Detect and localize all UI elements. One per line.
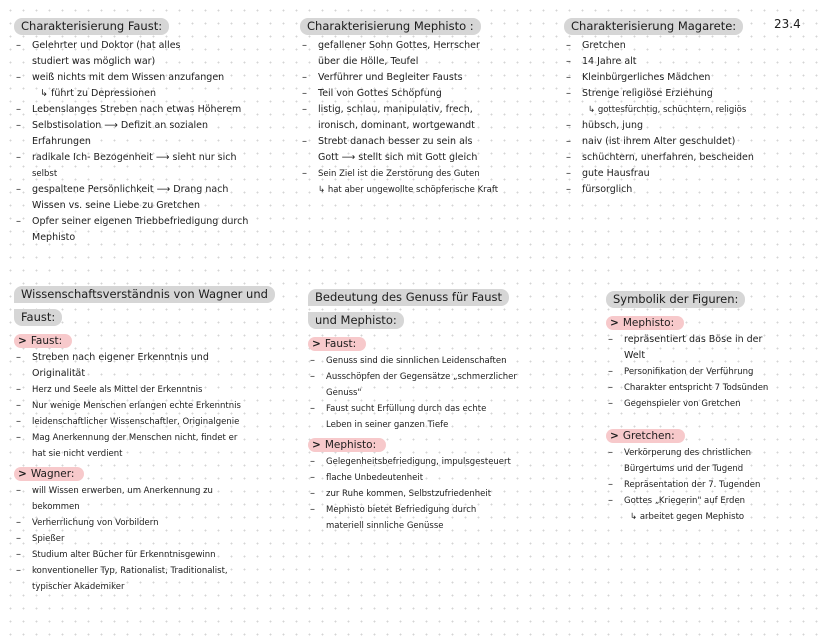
- list-item: – Strebt danach besser zu sein als: [300, 134, 550, 150]
- subheading-mephisto: > Mephisto:: [606, 316, 684, 330]
- list-item: – Sein Ziel ist die Zerstörung des Guten: [300, 166, 550, 182]
- list-item: – Gretchen: [564, 38, 814, 54]
- bullet-list: [14, 38, 279, 246]
- list-item: Gott ⟶ stellt sich mit Gott gleich: [318, 152, 478, 163]
- list-item: typischer Akademiker: [32, 582, 125, 592]
- list-item: – schüchtern, unerfahren, bescheiden: [564, 150, 814, 166]
- card-title-line1: Bedeutung des Genuss für Faust: [315, 290, 503, 304]
- list-item: – repräsentiert das Böse in der: [606, 332, 824, 348]
- list-item: – Studium alter Bücher für Erkenntnisgewinn: [14, 547, 299, 563]
- list-item: über die Hölle, Teufel: [318, 56, 419, 67]
- list-item: – Gelehrter und Doktor (hat alles: [14, 38, 279, 54]
- card-symbolism-of-characters: [606, 288, 824, 525]
- list-item: – Verherrlichung von Vorbildern: [14, 515, 299, 531]
- list-item: – Herz und Seele als Mittel der Erkenntnis: [14, 382, 299, 398]
- list-item: materiell sinnliche Genüsse: [326, 521, 444, 531]
- bullet-list: [606, 445, 824, 525]
- list-item: – Ausschöpfen der Gegensätze „schmerzlicher: [308, 369, 570, 385]
- list-item: bekommen: [32, 502, 80, 512]
- list-item: – zur Ruhe kommen, Selbstzufriedenheit: [308, 486, 570, 502]
- subheading-label: Mephisto:: [622, 317, 675, 329]
- list-item: – Personifikation der Verführung: [606, 364, 824, 380]
- list-item: – Streben nach eigener Erkenntnis und: [14, 350, 299, 366]
- card-science-understanding: [14, 283, 299, 595]
- list-item: – gefallener Sohn Gottes, Herrscher: [300, 38, 550, 54]
- bullet-list: [606, 332, 824, 412]
- list-item: Bürgertums und der Tugend: [624, 464, 744, 474]
- subheading-mephisto: > Mephisto:: [308, 438, 386, 452]
- list-item: selbst: [32, 169, 58, 179]
- bullet-list: [14, 483, 299, 595]
- list-item: ↳ hat aber ungewollte schöpferische Kraft: [318, 185, 499, 195]
- list-item: – Lebenslanges Streben nach etwas Höherem: [14, 102, 279, 118]
- list-item: – flache Unbedeutenheit: [308, 470, 570, 486]
- card-faust-characterization: [14, 15, 279, 246]
- list-item: – weiß nichts mit dem Wissen anzufangen: [14, 70, 279, 86]
- list-item: – Charakter entspricht 7 Todsünden: [606, 380, 824, 396]
- card-margarete-characterization: [564, 15, 814, 198]
- list-item: ↳ gottesfürchtig, schüchtern, religiös: [588, 105, 747, 115]
- card-title: Charakterisierung Faust:: [14, 18, 169, 35]
- list-item: – Opfer seiner eigenen Triebbefriedigung durch: [14, 214, 279, 230]
- card-title: Charakterisierung Magarete:: [564, 18, 743, 35]
- list-item: Wissen vs. seine Liebe zu Gretchen: [32, 200, 200, 211]
- subheading-wagner: > Wagner:: [14, 467, 84, 481]
- list-item: – gespaltene Persönlichkeit ⟶ Drang nach: [14, 182, 279, 198]
- list-item: Welt: [624, 350, 646, 361]
- card-title-line1: Wissenschaftsverständnis von Wagner und: [21, 287, 268, 301]
- card-title: Charakterisierung Mephisto :: [300, 18, 481, 35]
- list-item: – will Wissen erwerben, um Anerkennung zu: [14, 483, 299, 499]
- list-item: – Strenge religiöse Erziehung: [564, 86, 814, 102]
- card-mephisto-characterization: [300, 15, 550, 198]
- bullet-list: [300, 38, 550, 198]
- subheading-label: Gretchen:: [622, 430, 675, 442]
- list-item: ↳ arbeitet gegen Mephisto: [630, 512, 745, 522]
- list-item: – Spießer: [14, 531, 299, 547]
- card-title: [14, 286, 275, 303]
- list-item: – Verführer und Begleiter Fausts: [300, 70, 550, 86]
- bullet-list: [308, 454, 570, 534]
- list-item: – konventioneller Typ, Rationalist, Traditionalist,: [14, 563, 299, 579]
- subheading-label: Mephisto:: [324, 439, 377, 451]
- list-item: – radikale Ich- Bezogenheit ⟶ sieht nur sich: [14, 150, 279, 166]
- bullet-list: [308, 353, 570, 433]
- subheading-label: Wagner:: [30, 468, 75, 480]
- list-item: – listig, schlau, manipulativ, frech,: [300, 102, 550, 118]
- date-label: 23.4: [774, 17, 801, 31]
- list-item: – 14 Jahre alt: [564, 54, 814, 70]
- list-item: – Faust sucht Erfüllung durch das echte: [308, 401, 570, 417]
- list-item: – Gottes „Kriegerin" auf Erden: [606, 493, 824, 509]
- card-title: [308, 289, 509, 306]
- card-title-line2: und Mephisto:: [308, 312, 404, 329]
- card-title: Symbolik der Figuren:: [606, 291, 745, 308]
- list-item: – fürsorglich: [564, 182, 814, 198]
- list-item: – Genuss sind die sinnlichen Leidenschaften: [308, 353, 570, 369]
- list-item: ironisch, dominant, wortgewandt: [318, 120, 475, 131]
- list-item: – Teil von Gottes Schöpfung: [300, 86, 550, 102]
- subheading-label: Faust:: [324, 338, 357, 350]
- subheading-gretchen: > Gretchen:: [606, 429, 685, 443]
- list-item: Genuss": [326, 388, 362, 398]
- card-title-line2: Faust:: [14, 309, 62, 326]
- bullet-list: [564, 38, 814, 198]
- list-item: – Repräsentation der 7. Tugenden: [606, 477, 824, 493]
- list-item: – Mag Anerkennung der Menschen nicht, findet er: [14, 430, 299, 446]
- list-item: – Nur wenige Menschen erlangen echte Erkenntnis: [14, 398, 299, 414]
- list-item: – gute Hausfrau: [564, 166, 814, 182]
- bullet-list: [14, 350, 299, 462]
- list-item: – Verkörperung des christlichen: [606, 445, 824, 461]
- list-item: – Gelegenheitsbefriedigung, impulsgesteuert: [308, 454, 570, 470]
- subheading-label: Faust:: [30, 335, 63, 347]
- list-item: Mephisto: [32, 232, 76, 243]
- list-item: Leben in seiner ganzen Tiefe: [326, 420, 449, 430]
- card-meaning-of-pleasure: [308, 286, 570, 534]
- list-item: ↳ führt zu Depressionen: [40, 88, 157, 99]
- subheading-faust: > Faust:: [308, 337, 366, 351]
- subheading-faust: > Faust:: [14, 334, 72, 348]
- list-item: – hübsch, jung: [564, 118, 814, 134]
- list-item: Erfahrungen: [32, 136, 91, 147]
- list-item: – naiv (ist ihrem Alter geschuldet): [564, 134, 814, 150]
- list-item: hat sie nicht verdient: [32, 449, 123, 459]
- list-item: Originalität: [32, 368, 86, 379]
- list-item: studiert was möglich war): [32, 56, 156, 67]
- list-item: – Mephisto bietet Befriedigung durch: [308, 502, 570, 518]
- list-item: – leidenschaftlicher Wissenschaftler, Originalgenie: [14, 414, 299, 430]
- list-item: – Gegenspieler von Gretchen: [606, 396, 824, 412]
- list-item: – Selbstisolation ⟶ Defizit an sozialen: [14, 118, 279, 134]
- list-item: – Kleinbürgerliches Mädchen: [564, 70, 814, 86]
